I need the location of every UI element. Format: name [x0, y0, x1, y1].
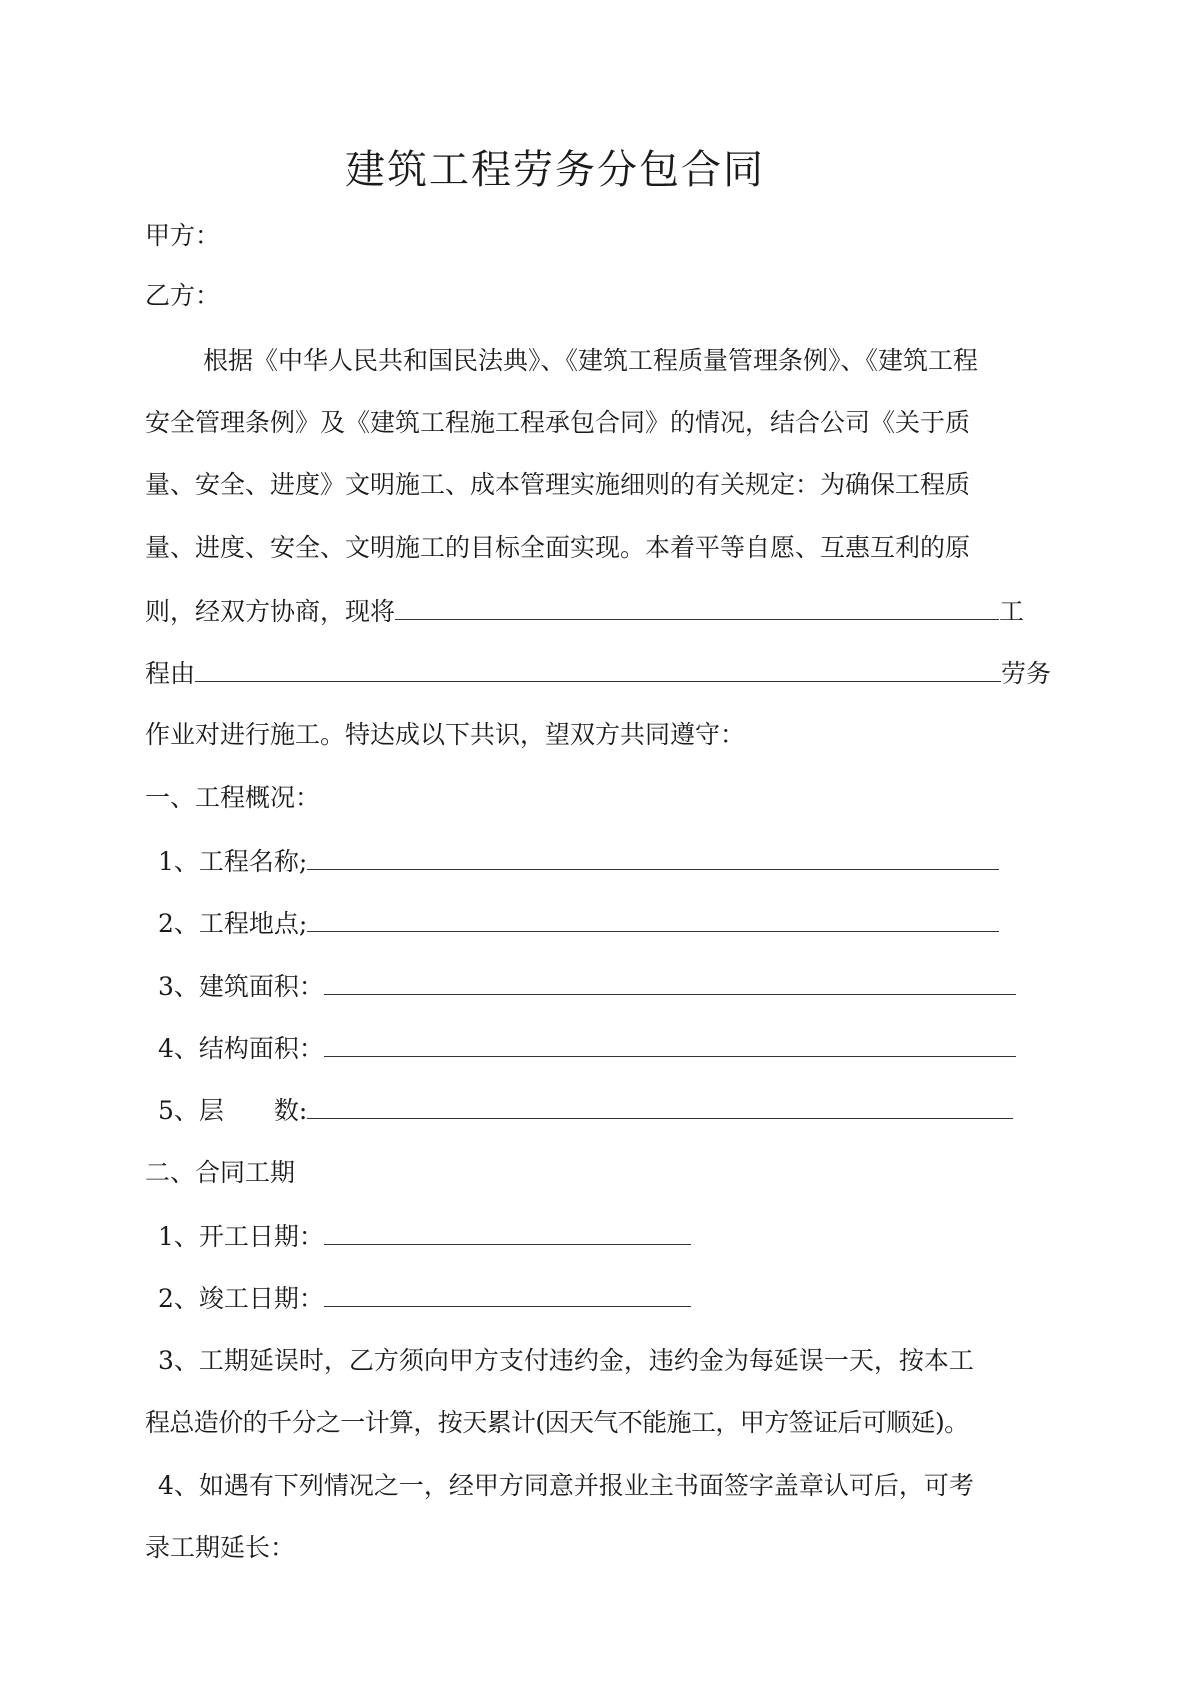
intro-line-6 [145, 655, 1051, 692]
item-start-date [158, 1218, 691, 1255]
clause-3-line-1: 3、工期延误时，乙方须向甲方支付违约金，违约金为每延误一天，按本工 [158, 1346, 974, 1375]
item-project-location-label: 2、工程地点; [158, 909, 308, 938]
structure-area-field[interactable] [324, 1030, 1016, 1057]
intro-line-6-suffix: 劳务 [1001, 659, 1052, 688]
item-structure-area [158, 1030, 1016, 1067]
clause-4-line-1: 4、如遇有下列情况之一，经甲方同意并报业主书面签字盖章认可后，可考 [158, 1471, 974, 1500]
item-start-date-label: 1、开工日期： [158, 1222, 324, 1251]
party-b-label: 乙方： [145, 281, 221, 310]
clause-3-line-2: 程总造价的千分之一计算，按天累计(因天气不能施工，甲方签证后可顺延)。 [145, 1408, 969, 1437]
intro-line-5-prefix: 则，经双方协商，现将 [145, 597, 396, 626]
intro-line-5-suffix: 工 [999, 597, 1025, 626]
item-building-area-label: 3、建筑面积： [158, 972, 324, 1001]
intro-line-5 [145, 593, 1024, 630]
start-date-field[interactable] [324, 1218, 691, 1245]
section-2-heading: 二、合同工期 [145, 1158, 296, 1187]
project-location-field[interactable] [307, 905, 999, 932]
clause-4-line-2: 录工期延长： [145, 1533, 296, 1562]
item-project-name [158, 843, 999, 880]
party-a-label: 甲方： [145, 221, 221, 250]
intro-line-7: 作业对进行施工。特达成以下共识，望双方共同遵守： [145, 720, 746, 749]
item-project-location [158, 905, 999, 942]
item-building-area [158, 968, 1016, 1005]
item-completion-date-label: 2、竣工日期： [158, 1284, 324, 1313]
project-name-field[interactable] [307, 843, 999, 870]
section-1-heading: 一、工程概况： [145, 783, 321, 812]
building-area-field[interactable] [324, 968, 1016, 995]
item-completion-date [158, 1280, 691, 1317]
intro-line-2: 安全管理条例》及《建筑工程施工程承包合同》的情况，结合公司《关于质 [145, 408, 971, 437]
floor-count-field[interactable] [307, 1092, 1013, 1119]
item-structure-area-label: 4、结构面积： [158, 1034, 324, 1063]
contractor-blank[interactable] [195, 655, 1001, 682]
intro-line-4: 量、进度、安全、文明施工的目标全面实现。本着平等自愿、互惠互利的原 [145, 533, 971, 562]
item-floor-count-label: 5、层 数: [158, 1096, 308, 1125]
item-floor-count [158, 1092, 1013, 1129]
document-title: 建筑工程劳务分包合同 [345, 147, 765, 193]
intro-line-3: 量、安全、进度》文明施工、成本管理实施细则的有关规定：为确保工程质 [145, 470, 971, 499]
intro-line-1: 根据《中华人民共和国民法典》、《建筑工程质量管理条例》、《建筑工程 [203, 346, 979, 375]
intro-line-6-prefix: 程由 [145, 659, 196, 688]
project-name-blank[interactable] [395, 593, 999, 620]
completion-date-field[interactable] [324, 1280, 691, 1307]
item-project-name-label: 1、工程名称; [158, 847, 308, 876]
